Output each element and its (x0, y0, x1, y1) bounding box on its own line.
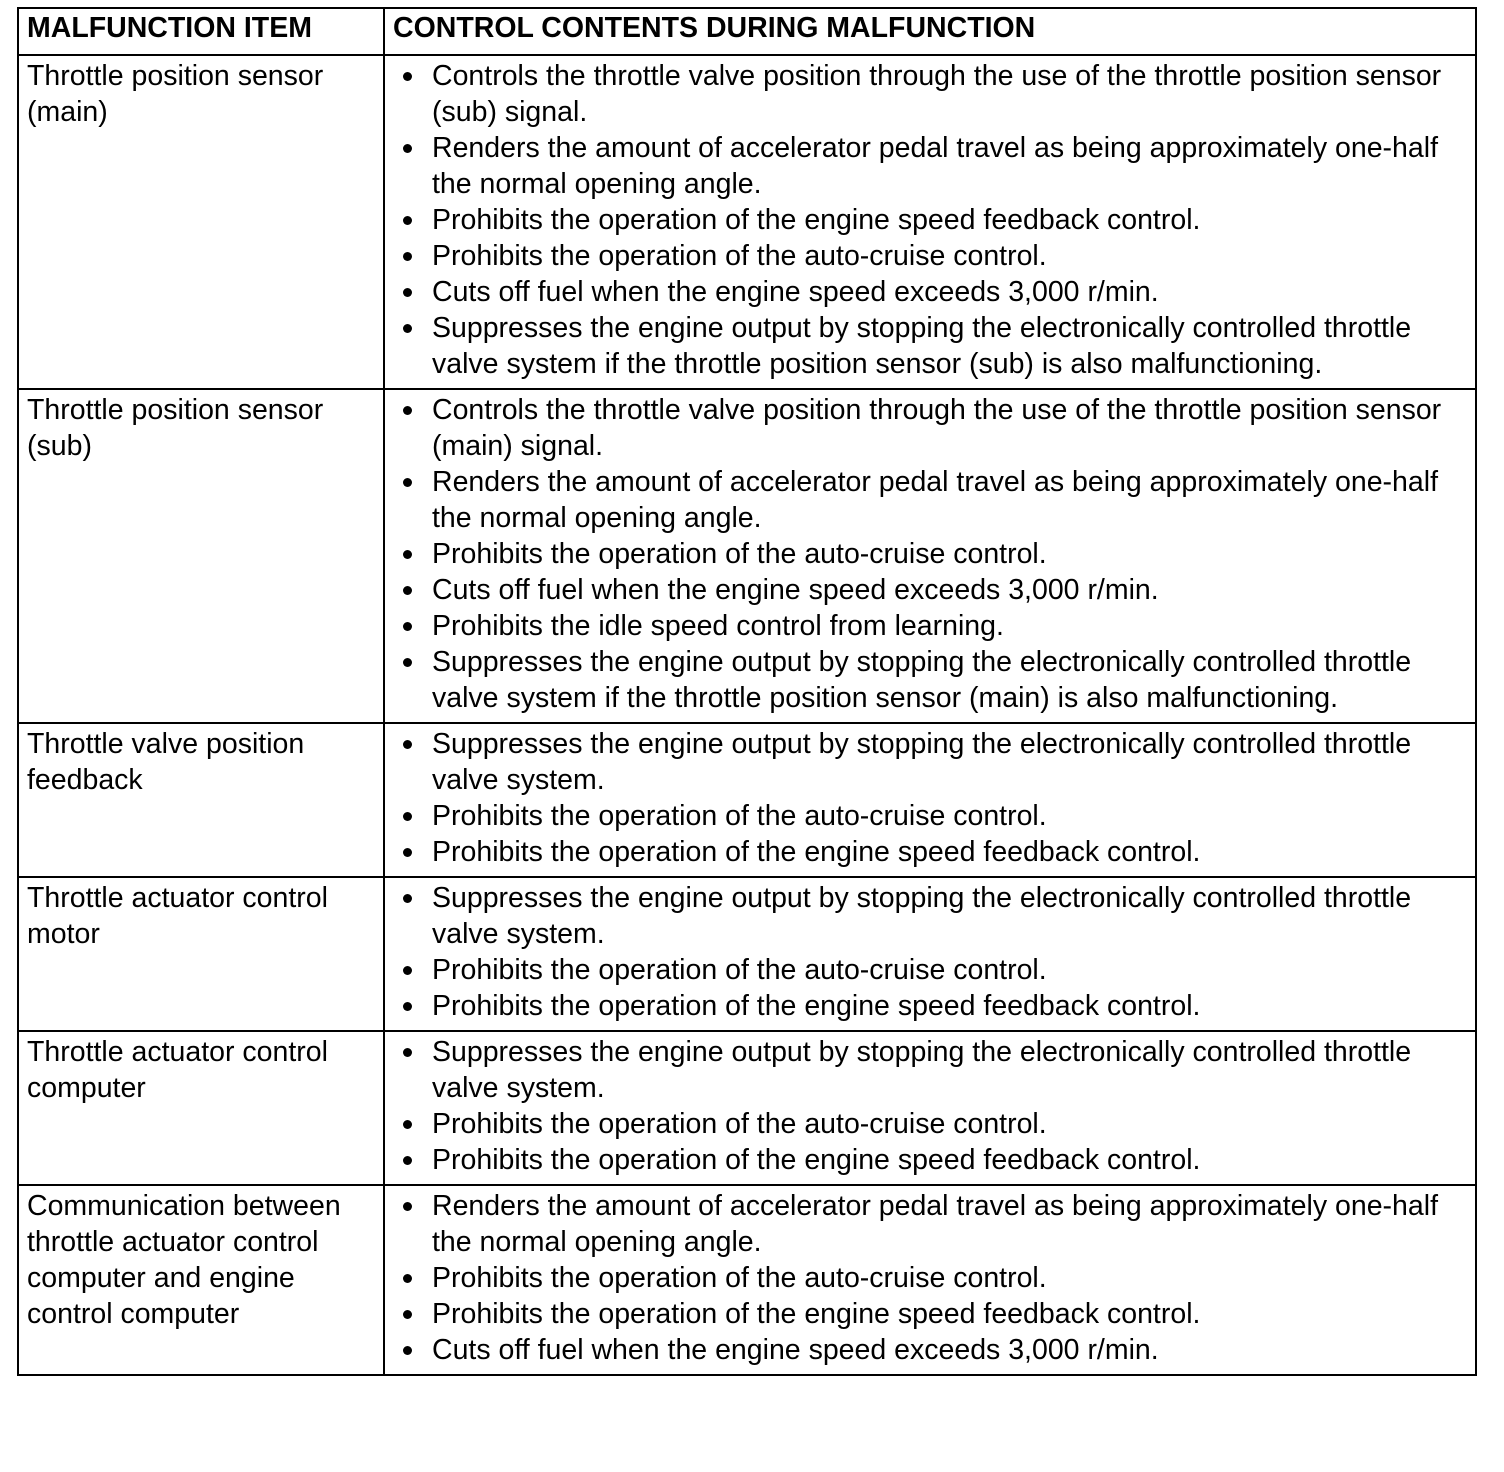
control-content-item: Renders the amount of accelerator pedal travel as being approximately one-half the normal opening angle. (393, 1188, 1467, 1260)
malfunction-item-cell: Throttle position sensor (main) (18, 55, 384, 389)
control-content-item: Controls the throttle valve position through the use of the throttle position sensor (main) signal. (393, 392, 1467, 464)
control-contents-cell (384, 55, 1476, 389)
control-content-item: Prohibits the operation of the auto-cruise control. (393, 536, 1467, 572)
malfunction-item-cell: Throttle actuator control computer (18, 1031, 384, 1185)
table-row (18, 723, 1476, 877)
header-malfunction-item: MALFUNCTION ITEM (18, 8, 384, 55)
control-content-item: Cuts off fuel when the engine speed exceeds 3,000 r/min. (393, 1332, 1467, 1368)
control-content-item: Renders the amount of accelerator pedal travel as being approximately one-half the normal opening angle. (393, 464, 1467, 536)
table-row (18, 877, 1476, 1031)
control-content-item: Suppresses the engine output by stopping the electronically controlled throttle valve system if the throttle position sensor (main) is also malfunctioning. (393, 644, 1467, 716)
control-contents-cell (384, 1185, 1476, 1375)
control-content-item: Cuts off fuel when the engine speed exceeds 3,000 r/min. (393, 572, 1467, 608)
control-content-item: Prohibits the operation of the auto-cruise control. (393, 1260, 1467, 1296)
control-content-item: Cuts off fuel when the engine speed exceeds 3,000 r/min. (393, 274, 1467, 310)
malfunction-table (17, 7, 1477, 1376)
control-contents-list (393, 1188, 1467, 1368)
control-contents-list (393, 392, 1467, 716)
control-content-item: Prohibits the operation of the auto-cruise control. (393, 238, 1467, 274)
control-contents-cell (384, 877, 1476, 1031)
table-row (18, 55, 1476, 389)
control-content-item: Suppresses the engine output by stopping the electronically controlled throttle valve system. (393, 880, 1467, 952)
table-row (18, 1185, 1476, 1375)
malfunction-item-cell: Throttle actuator control motor (18, 877, 384, 1031)
control-contents-list (393, 880, 1467, 1024)
control-content-item: Suppresses the engine output by stopping the electronically controlled throttle valve system. (393, 1034, 1467, 1106)
header-control-contents: CONTROL CONTENTS DURING MALFUNCTION (384, 8, 1476, 55)
control-contents-cell (384, 389, 1476, 723)
malfunction-item-cell: Communication between throttle actuator control computer and engine control computer (18, 1185, 384, 1375)
control-content-item: Suppresses the engine output by stopping the electronically controlled throttle valve system if the throttle position sensor (sub) is also malfunctioning. (393, 310, 1467, 382)
control-content-item: Controls the throttle valve position through the use of the throttle position sensor (sub) signal. (393, 58, 1467, 130)
control-content-item: Prohibits the operation of the engine speed feedback control. (393, 988, 1467, 1024)
control-content-item: Prohibits the operation of the engine speed feedback control. (393, 834, 1467, 870)
control-contents-list (393, 58, 1467, 382)
malfunction-item-cell: Throttle position sensor (sub) (18, 389, 384, 723)
control-content-item: Prohibits the operation of the auto-cruise control. (393, 798, 1467, 834)
table-row (18, 389, 1476, 723)
header-row (18, 8, 1476, 55)
control-contents-cell (384, 723, 1476, 877)
table-row (18, 1031, 1476, 1185)
malfunction-item-cell: Throttle valve position feedback (18, 723, 384, 877)
control-content-item: Suppresses the engine output by stopping the electronically controlled throttle valve system. (393, 726, 1467, 798)
control-content-item: Prohibits the operation of the auto-cruise control. (393, 952, 1467, 988)
table-body (18, 55, 1476, 1375)
control-content-item: Prohibits the operation of the engine speed feedback control. (393, 1296, 1467, 1332)
control-content-item: Prohibits the operation of the engine speed feedback control. (393, 202, 1467, 238)
control-contents-list (393, 726, 1467, 870)
control-content-item: Prohibits the idle speed control from learning. (393, 608, 1467, 644)
control-contents-cell (384, 1031, 1476, 1185)
control-content-item: Prohibits the operation of the engine speed feedback control. (393, 1142, 1467, 1178)
control-content-item: Renders the amount of accelerator pedal travel as being approximately one-half the normal opening angle. (393, 130, 1467, 202)
control-content-item: Prohibits the operation of the auto-cruise control. (393, 1106, 1467, 1142)
control-contents-list (393, 1034, 1467, 1178)
